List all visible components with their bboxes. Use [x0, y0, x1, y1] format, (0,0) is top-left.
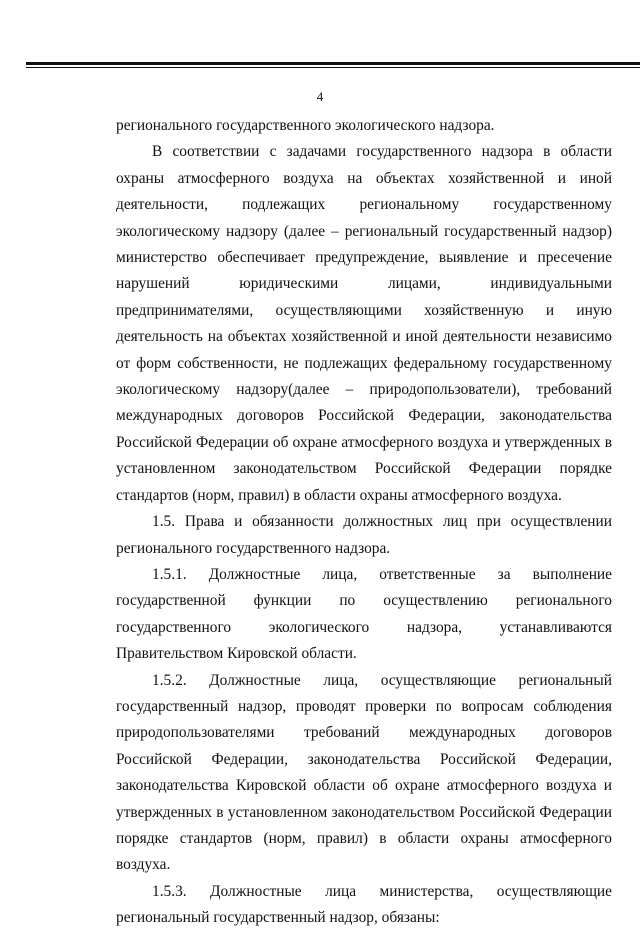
paragraph-continuation: регионального государственного экологического надзора. — [116, 117, 495, 134]
header-rule — [26, 62, 640, 65]
header-subrule — [26, 67, 640, 68]
paragraph-section-1-5-3: 1.5.3. Должностные лица министерства, осуществляющие региональный государственный надзор, обязаны: — [116, 882, 612, 927]
paragraph-main: В соответствии с задачами государственного надзора в области охраны атмосферного воздуха на объектах хозяйственной и иной деятельности, подлежащих региональному государственному экологическому надзору (далее – региональный государственный надзор) министерство обеспечивает предупреждение, выявление и пресечение нарушений юридическими лицами, индивидуальными предпринимателями, осуществляющими хозяйственную и иную деятельность на объектах хозяйственной и иной деятельности независимо от форм собственности, не подлежащих федеральному государственному экологическому надзору(далее – природопользователи), требований международных договоров Российской Федерации, законодательства Российской Федерации об охране атмосферного воздуха и утвержденных в установленном законодательством Российской Федерации порядке стандартов (норм, правил) в области охраны атмосферного воздуха. — [116, 143, 612, 504]
page-number: 4 — [316, 89, 324, 104]
paragraph-section-1-5: 1.5. Права и обязанности должностных лиц при осуществлении регионального государственного надзора. — [116, 513, 612, 557]
paragraph-section-1-5-2: 1.5.2. Должностные лица, осуществляющие региональный государственный надзор, проводят проверки по вопросам соблюдения природопользователями требований международных договоров Российской Федерации, законодательства Российской Федерации, законодательства Кировской области об охране атмосферного воздуха и утвержденных в установленном законодательством Российской Федерации порядке стандартов (норм, правил) в области охраны атмосферного воздуха. — [116, 671, 612, 874]
document-body — [116, 113, 612, 932]
paragraph-section-1-5-1: 1.5.1. Должностные лица, ответственные за выполнение государственной функции по осуществлению регионального государственного экологического надзора, устанавливаются Правительством Кировской области. — [116, 565, 612, 663]
